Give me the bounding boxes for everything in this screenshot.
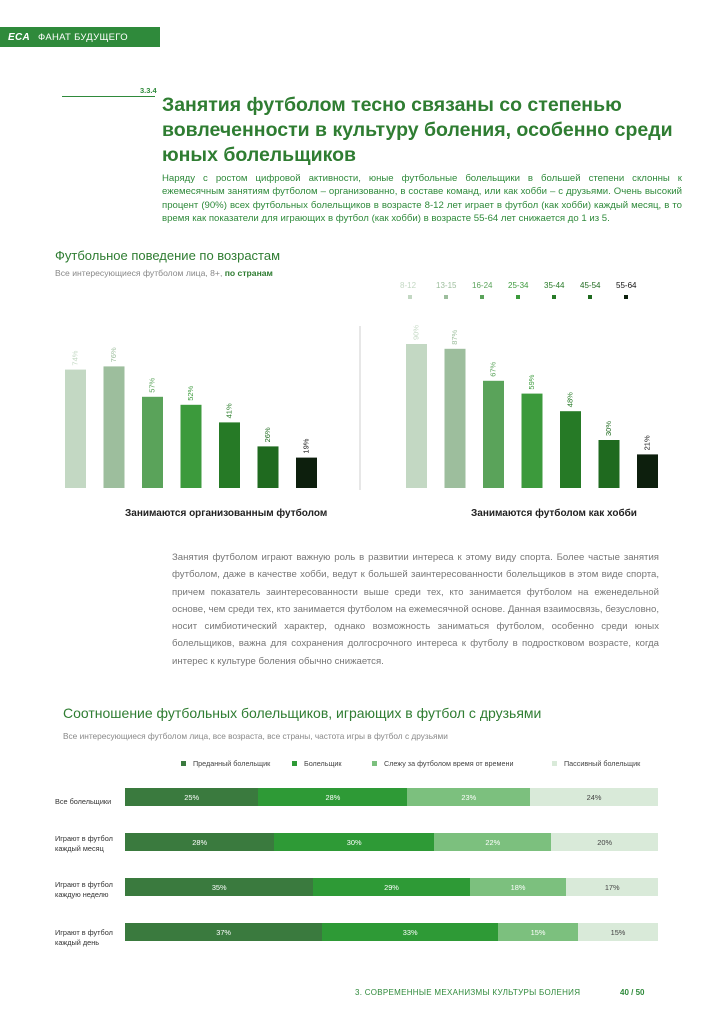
stacked-bar-row (125, 833, 658, 851)
age-legend-label: 45-54 (580, 281, 601, 290)
row-label (55, 928, 113, 948)
row-label (55, 880, 113, 900)
hobby-value-label: 87% (449, 329, 459, 345)
hobby-bar (483, 381, 504, 488)
legend-label: Пассивный болельщик (564, 759, 641, 768)
age-legend-label: 13-15 (436, 281, 457, 290)
hobby-value-label: 30% (603, 420, 613, 436)
row-label-line: Играют в футбол (55, 928, 113, 937)
stack-segment: 20% (551, 833, 658, 851)
chart-caption-hobby: Занимаются футболом как хобби (471, 508, 637, 519)
row-label (55, 797, 111, 807)
legend-item-dedicated (181, 759, 270, 768)
hobby-value-label: 90% (411, 324, 421, 340)
legend-swatch (372, 761, 377, 766)
organized-bar (142, 397, 163, 488)
legend-item-fan (292, 759, 342, 768)
legend-label: Преданный болельщик (193, 759, 271, 768)
age-bar-charts (0, 0, 723, 500)
organized-value-label: 19% (301, 438, 311, 454)
stack-segment: 33% (322, 923, 498, 941)
row-label-line: Играют в футбол (55, 880, 113, 889)
row-label-line: Все болельщики (55, 797, 112, 806)
stack-segment: 15% (578, 923, 658, 941)
stack-segment: 28% (125, 833, 274, 851)
legend-item-occasional (372, 759, 513, 768)
organized-bar (296, 458, 317, 488)
legend-item-passive (552, 759, 640, 768)
header-label: ФАНАТ БУДУЩЕГО (38, 31, 128, 43)
footer-section: 3. СОВРЕМЕННЫЕ МЕХАНИЗМЫ КУЛЬТУРЫ БОЛЕНИЯ (355, 988, 581, 997)
organized-value-label: 57% (147, 377, 157, 393)
hobby-bar (522, 394, 543, 488)
age-legend-label: 16-24 (472, 281, 493, 290)
ratio-chart-title: Соотношение футбольных болельщиков, играющих в футбол с друзьями (63, 705, 542, 721)
page-title: Занятия футболом тесно связаны со степенью вовлеченности в культуру боления, особенно среди юных болельщиков (162, 94, 673, 166)
ratio-chart-subtitle: Все интересующиеся футболом лица, все возраста, все страны, частота игры в футбол с друзьями (63, 731, 448, 741)
stack-segment: 23% (407, 788, 530, 806)
legend-label: Болельщик (304, 759, 342, 768)
legend-swatch (552, 761, 557, 766)
hobby-value-label: 21% (642, 435, 652, 451)
organized-bar (181, 405, 202, 488)
stacked-bar-row (125, 878, 658, 896)
organized-bar (258, 446, 279, 488)
stack-segment: 22% (434, 833, 551, 851)
hobby-bar (560, 411, 581, 488)
hobby-value-label: 59% (526, 374, 536, 390)
row-label-line: каждую неделю (55, 890, 109, 899)
page-current: 40 (620, 988, 629, 997)
page-total: 50 (635, 988, 645, 997)
organized-value-label: 76% (108, 347, 118, 363)
brand-logo: ECA (8, 31, 31, 43)
stack-segment: 24% (530, 788, 658, 806)
hobby-bar (445, 349, 466, 488)
behavior-chart-subtitle-plain: Все интересующиеся футболом лица, 8+, (55, 268, 225, 278)
hobby-bar (406, 344, 427, 488)
stack-segment: 15% (498, 923, 578, 941)
page-number: 40 / 50 (620, 988, 645, 997)
section-number: 3.3.4 (140, 86, 157, 95)
stacked-bar-row (125, 788, 658, 806)
stack-segment: 18% (470, 878, 567, 896)
organized-value-label: 26% (262, 427, 272, 443)
organized-bar (219, 422, 240, 488)
lead-paragraph: Наряду с ростом цифровой активности, юные футбольные болельщики в большей степени склонны к ежемесячным занятиям футболом – организованно, в составе команд, или как хобби – с друзьями. Очень высокий процент (90%) всех футбольных болельщиков в возрасте 8-12 лет играет в футбол (как хобби) каждый месяц, в то время как показатели для играющих в футбол (как хобби) в возрасте 55-64 лет снижается до 1 из 5. (162, 173, 682, 224)
organized-value-label: 74% (70, 350, 80, 366)
organized-value-label: 52% (185, 385, 195, 401)
stack-segment: 17% (566, 878, 658, 896)
age-legend-label: 25-34 (508, 281, 529, 290)
row-label-line: каждый месяц (55, 844, 104, 853)
hobby-bar (599, 440, 620, 488)
row-label (55, 834, 113, 854)
stack-segment: 29% (313, 878, 469, 896)
hobby-bar (637, 454, 658, 488)
organized-value-label: 41% (224, 403, 234, 419)
age-legend-label: 35-44 (544, 281, 565, 290)
row-label-line: Играют в футбол (55, 834, 113, 843)
organized-bar (65, 370, 86, 488)
organized-bar (104, 366, 125, 488)
body-paragraph: Занятия футболом играют важную роль в развитии интереса к этому виду спорта. Более частые занятия футболом, даже в качестве хобби, ведут к большей заинтересованности болельщиков в этом виде спорта, причем показатель заинтересованности выше среди тех, кто занимается футболом на еженедельной основе, чем среди тех, кто занимается футболом на ежемесячной основе. Данная взаимосвязь, безусловно, носит симбиотический характер, однако возможность заниматься футболом, особенно среди юных болельщиков, важна для сохранения долгосрочного интереса к футболу в подростковом возрасте, когда интерес к культуре боления обычно снижается. (172, 552, 659, 667)
age-legend-label: 55-64 (616, 281, 637, 290)
stack-segment: 30% (274, 833, 434, 851)
age-legend-label: 8-12 (400, 281, 417, 290)
chart-caption-organized: Занимаются организованным футболом (125, 508, 328, 519)
legend-label: Слежу за футболом время от времени (384, 759, 514, 768)
legend-swatch (292, 761, 297, 766)
stacked-bar-row (125, 923, 658, 941)
stack-segment: 37% (125, 923, 322, 941)
legend-swatch (181, 761, 186, 766)
stack-segment: 28% (258, 788, 407, 806)
stack-segment: 35% (125, 878, 313, 896)
stack-segment: 25% (125, 788, 258, 806)
row-label-line: каждый день (55, 938, 100, 947)
hobby-value-label: 48% (565, 392, 575, 408)
hobby-value-label: 67% (488, 361, 498, 377)
behavior-chart-title: Футбольное поведение по возрастам (55, 248, 281, 263)
behavior-chart-subtitle-bold: по странам (224, 268, 273, 278)
